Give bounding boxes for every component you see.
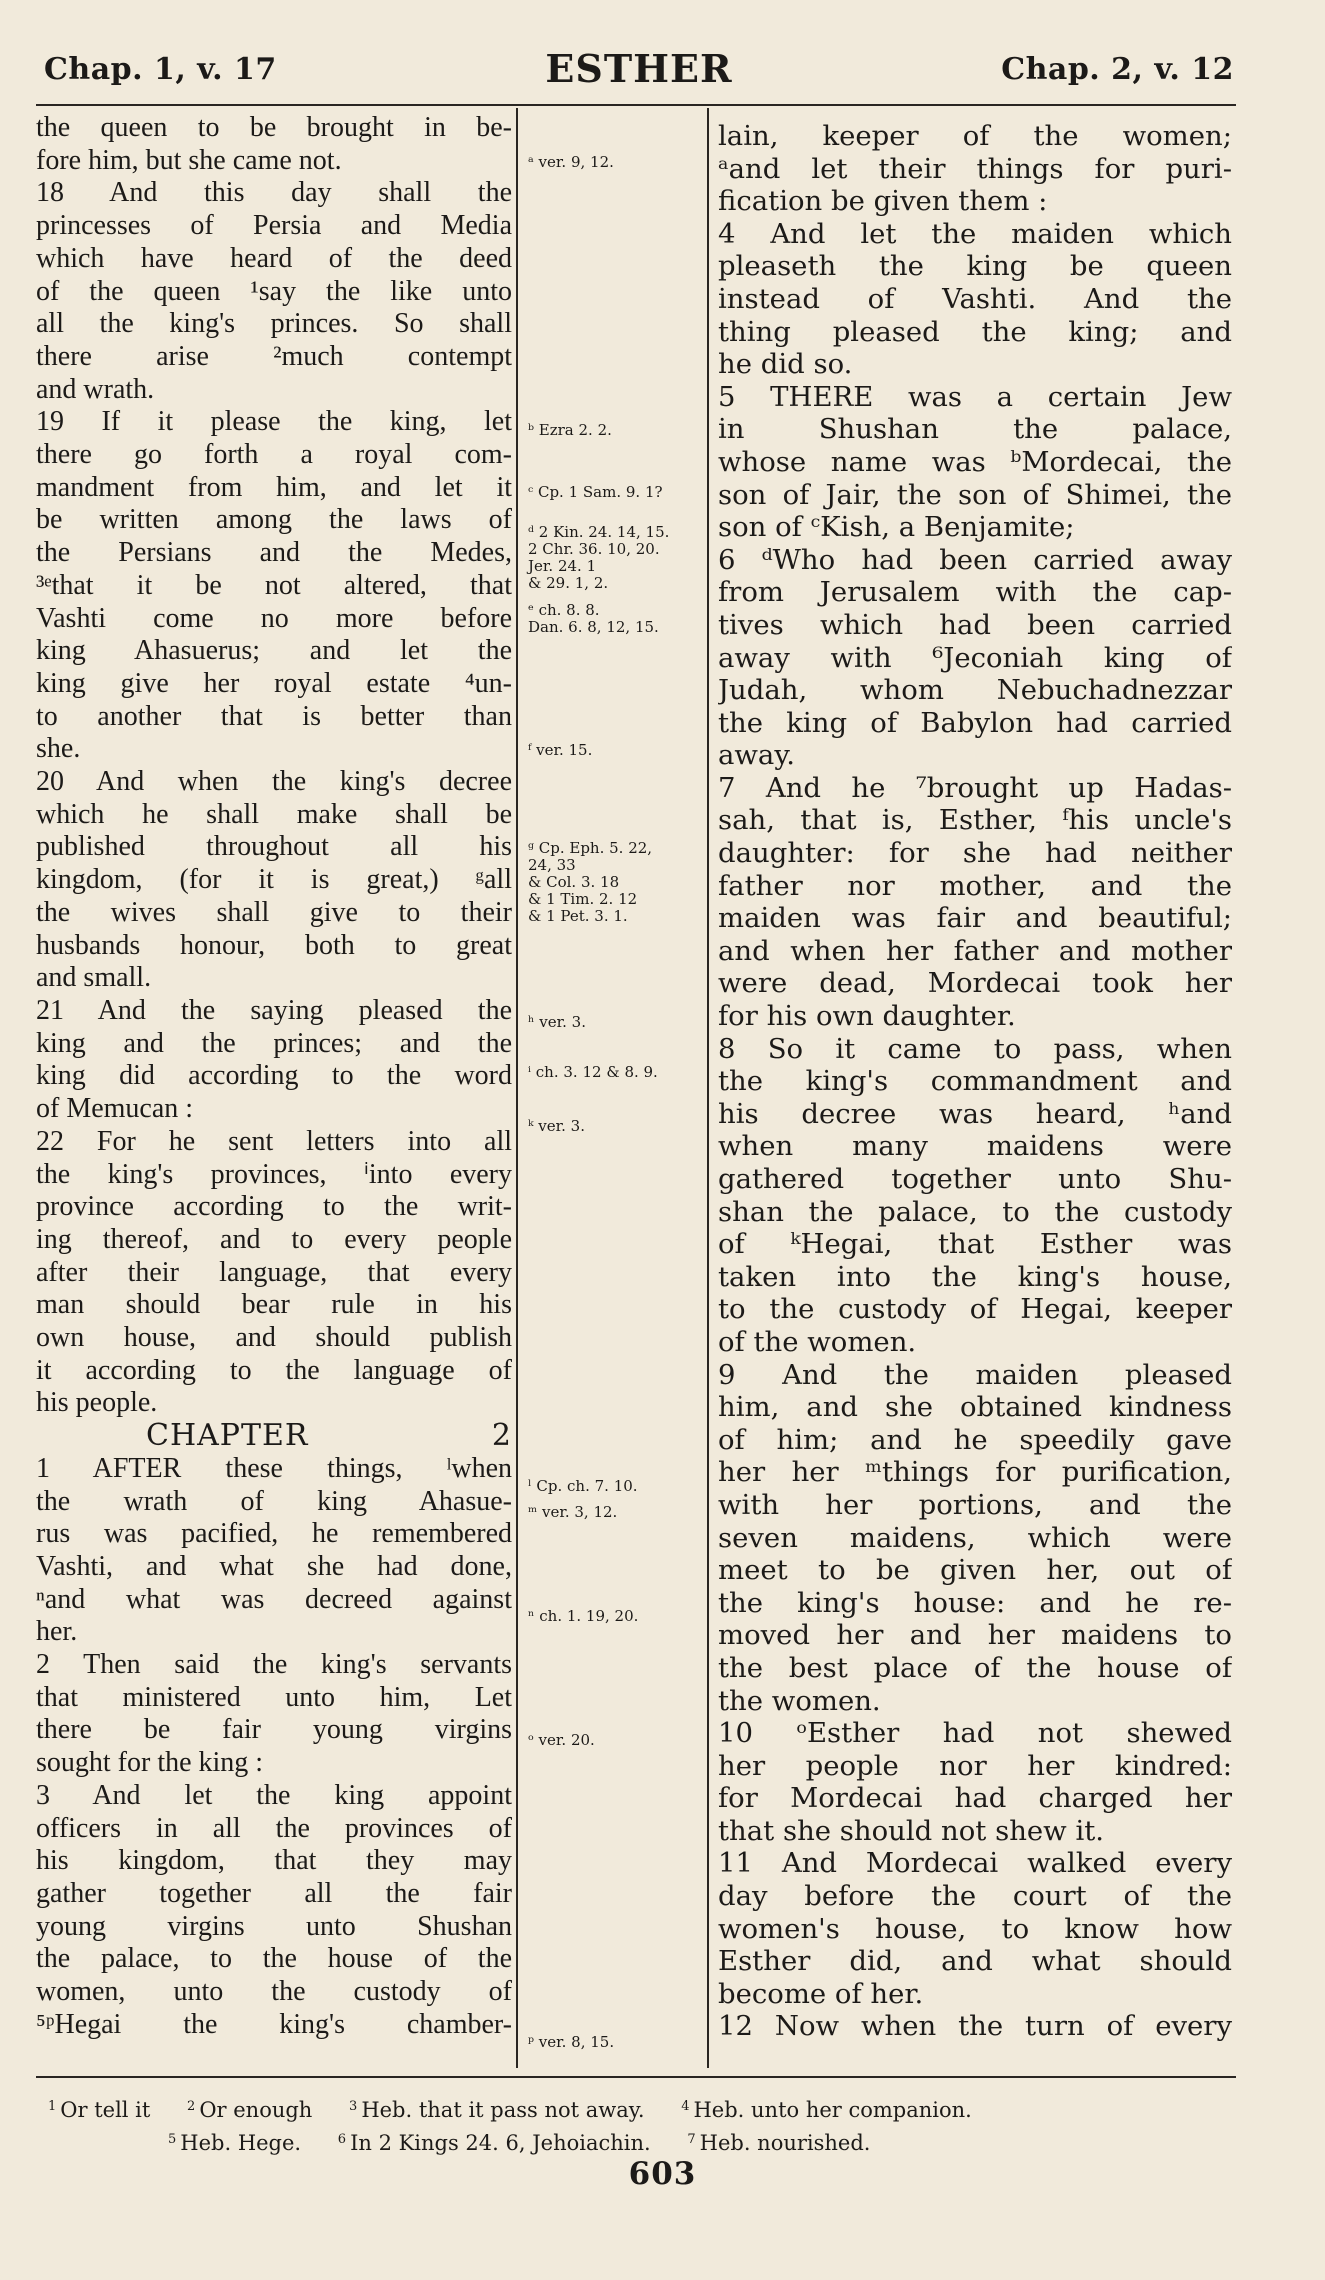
cross-reference: ᵖ ver. 8, 15.	[528, 2033, 615, 2051]
text-line: gathered together unto Shu-	[718, 1163, 1232, 1195]
text-line: when many maidens were	[718, 1130, 1232, 1163]
text-line: the king's provinces, ⁱinto every	[36, 1158, 512, 1190]
text-line: ⁵ᵖHegai the king's chamber-	[36, 2008, 512, 2040]
text-line: him, and she obtained kindness	[718, 1391, 1232, 1424]
cross-reference: ᵃ ver. 9, 12.	[528, 153, 614, 171]
text-line: away.	[718, 739, 795, 772]
text-line: and wrath.	[36, 373, 155, 405]
text-line: CHAPTER 2	[146, 1418, 512, 1454]
text-line: 9 And the maiden pleased	[718, 1358, 1232, 1391]
text-line: the wrath of king Ahasue-	[36, 1485, 512, 1517]
text-line: 2 Then said the king's servants	[36, 1649, 512, 1681]
text-line: the Persians and the Medes,	[36, 537, 512, 569]
text-line: young virgins unto Shushan	[36, 1910, 512, 1942]
footnote: $^1$ Or tell it	[48, 2098, 151, 2122]
text-line: son of Jair, the son of Shimei, the	[718, 478, 1232, 511]
text-line: moved her and her maidens to	[718, 1619, 1232, 1652]
footnote: $^5$ Heb. Hege.	[168, 2131, 302, 2155]
cross-reference: ᵐ ver. 3, 12.	[528, 1503, 618, 1521]
footnote: $^3$ Heb. that it pass not away.	[349, 2098, 645, 2122]
text-line: for Mordecai had charged her	[718, 1782, 1232, 1815]
text-line: Vashti, and what she had done,	[36, 1550, 512, 1582]
text-line: 21 And the saying pleased the	[36, 994, 512, 1026]
text-line: women's house, to know how	[718, 1912, 1232, 1945]
cross-reference: ⁱ ch. 3. 12 & 8. 9.	[528, 1063, 658, 1081]
text-line: 19 If it please the king, let	[36, 406, 512, 438]
text-line: 11 And Mordecai walked every	[718, 1847, 1232, 1880]
text-line: from Jerusalem with the cap-	[718, 576, 1232, 609]
text-line: Judah, whom Nebuchadnezzar	[718, 674, 1232, 707]
footnote: $^6$ In 2 Kings 24. 6, Jehoiachin.	[337, 2131, 651, 2155]
column-divider-right	[707, 108, 709, 2068]
text-line: she.	[36, 733, 81, 765]
text-line: there arise ²much contempt	[36, 340, 512, 372]
text-line: were dead, Mordecai took her	[718, 967, 1232, 1000]
cross-reference: ᵏ ver. 3.	[528, 1117, 585, 1135]
text-line: 8 So it came to pass, when	[718, 1032, 1232, 1065]
text-line: be written among the laws of	[36, 504, 512, 536]
column-divider-left	[516, 108, 518, 2068]
text-line: 1 AFTER these things, ˡwhen	[36, 1452, 512, 1484]
text-line: ³ᵉthat it be not altered, that	[36, 569, 512, 601]
header-rule	[36, 104, 1236, 106]
text-line: 7 And he ⁷brought up Hadas-	[718, 771, 1232, 804]
text-line: of Memucan :	[36, 1093, 194, 1125]
cross-reference: ᶜ Cp. 1 Sam. 9. 1?	[528, 483, 663, 501]
text-line: 5 THERE was a certain Jew	[718, 380, 1232, 413]
text-line: fore him, but she came not.	[36, 144, 342, 176]
text-line: day before the court of the	[718, 1880, 1232, 1913]
cross-reference: ᶠ ver. 15.	[528, 741, 593, 759]
cross-reference: ᵈ 2 Kin. 24. 14, 15. 2 Chr. 36. 10, 20. Jer. 24. 1 & 29. 1, 2.	[528, 523, 670, 592]
text-line: king Ahasuerus; and let the	[36, 635, 512, 667]
text-line: women, unto the custody of	[36, 1976, 512, 2008]
text-line: gather together all the fair	[36, 1877, 512, 1909]
text-line: in Shushan the palace,	[718, 413, 1232, 446]
text-line: shan the palace, to the custody	[718, 1195, 1232, 1228]
footnote: $^2$ Or enough	[187, 2098, 313, 2122]
text-line: man should bear rule in his	[36, 1289, 512, 1321]
text-line: all the king's princes. So shall	[36, 308, 512, 340]
footnote-row-2	[48, 2125, 1238, 2158]
text-line: officers in all the provinces of	[36, 1812, 512, 1844]
header-chapter-end: Chap. 2, v. 12	[1001, 52, 1234, 87]
text-line: with her portions, and the	[718, 1488, 1232, 1521]
text-line: the best place of the house of	[718, 1651, 1232, 1684]
text-line: 18 And this day shall the	[36, 177, 512, 209]
text-line: of ᵏHegai, that Esther was	[718, 1228, 1232, 1261]
text-line: which he shall make shall be	[36, 798, 512, 830]
text-line: 10 ᵒEsther had not shewed	[718, 1717, 1232, 1750]
footnote: $^7$ Heb. nourished.	[687, 2131, 871, 2155]
text-line: his decree was heard, ʰand	[718, 1097, 1232, 1130]
footnotes	[48, 2092, 1238, 2158]
text-line: her people nor her kindred:	[718, 1749, 1232, 1782]
text-line: 12 Now when the turn of every	[718, 2010, 1232, 2043]
text-line: of the women.	[718, 1325, 917, 1358]
text-line: 3 And let the king appoint	[36, 1779, 512, 1811]
text-line: he did so.	[718, 348, 853, 381]
text-line: of the queen ¹say the like unto	[36, 275, 512, 307]
text-line: the wives shall give to their	[36, 896, 512, 928]
text-line: become of her.	[718, 1977, 924, 2010]
text-line: 22 For he sent letters into all	[36, 1125, 512, 1157]
page-number: 603	[628, 2156, 697, 2192]
text-line: sah, that is, Esther, ᶠhis uncle's	[718, 804, 1232, 837]
text-line: the king's commandment and	[718, 1065, 1232, 1098]
text-line: king and the princes; and the	[36, 1027, 512, 1059]
text-line: whose name was ᵇMordecai, the	[718, 445, 1232, 478]
text-line: ⁿand what was decreed against	[36, 1583, 512, 1615]
right-text-column	[718, 120, 1232, 2060]
text-line: king did according to the word	[36, 1060, 512, 1092]
text-line: of him; and he speedily gave	[718, 1423, 1232, 1456]
text-line: lain, keeper of the women;	[718, 120, 1232, 152]
text-line: which have heard of the deed	[36, 242, 512, 274]
cross-reference: ᵇ Ezra 2. 2.	[528, 421, 612, 439]
text-line: taken into the king's house,	[718, 1260, 1232, 1293]
text-line: 4 And let the maiden which	[718, 217, 1232, 250]
cross-reference: ˡ Cp. ch. 7. 10.	[528, 1477, 638, 1495]
text-line: the king of Babylon had carried	[718, 706, 1232, 739]
text-line: kingdom, (for it is great,) ᵍall	[36, 864, 512, 896]
text-line: rus was pacified, he remembered	[36, 1518, 512, 1550]
text-line: father nor mother, and the	[718, 869, 1232, 902]
text-line: away with ⁶Jeconiah king of	[718, 641, 1232, 674]
footnote: $^4$ Heb. unto her companion.	[681, 2098, 972, 2122]
text-line: husbands honour, both to great	[36, 929, 512, 961]
cross-reference-column	[528, 120, 700, 2070]
text-line: own house, and should publish	[36, 1322, 512, 1354]
text-line: and small.	[36, 962, 152, 994]
book-title: ESTHER	[545, 46, 733, 91]
text-line: to the custody of Hegai, keeper	[718, 1293, 1232, 1326]
text-line: king give her royal estate ⁴un-	[36, 667, 512, 699]
text-line: maiden was fair and beautiful;	[718, 902, 1232, 935]
text-line: seven maidens, which were	[718, 1521, 1232, 1554]
text-line: pleaseth the king be queen	[718, 250, 1232, 283]
text-line: there be fair young virgins	[36, 1714, 512, 1746]
text-line: for his own daughter.	[718, 1000, 1016, 1033]
cross-reference: ʰ ver. 3.	[528, 1013, 586, 1031]
text-line: the queen to be brought in be-	[36, 112, 512, 143]
text-line: meet to be given her, out of	[718, 1554, 1232, 1587]
text-line: published throughout all his	[36, 831, 512, 863]
text-line: that ministered unto him, Let	[36, 1681, 512, 1713]
text-line: daughter: for she had neither	[718, 837, 1232, 870]
text-line: 20 And when the king's decree	[36, 766, 512, 798]
text-line: the palace, to the house of the	[36, 1943, 512, 1975]
cross-reference: ᵒ ver. 20.	[528, 1731, 595, 1749]
cross-reference: ⁿ ch. 1. 19, 20.	[528, 1607, 639, 1625]
text-line: her.	[36, 1616, 78, 1648]
text-line: it according to the language of	[36, 1354, 512, 1386]
running-header	[44, 44, 1234, 98]
cross-reference: ᵉ ch. 8. 8. Dan. 6. 8, 12, 15.	[528, 601, 659, 636]
text-line: Vashti come no more before	[36, 602, 512, 634]
text-line: ᵃand let their things for puri-	[718, 152, 1232, 185]
text-line: mandment from him, and let it	[36, 471, 512, 503]
text-line: ing thereof, and to every people	[36, 1223, 512, 1255]
text-line: Esther did, and what should	[718, 1945, 1232, 1978]
footer-rule	[36, 2076, 1236, 2078]
text-line: and when her father and mother	[718, 934, 1232, 967]
header-chapter-start: Chap. 1, v. 17	[44, 52, 277, 87]
text-line: province according to the writ-	[36, 1191, 512, 1223]
text-line: the king's house: and he re-	[718, 1586, 1232, 1619]
text-line: tives which had been carried	[718, 608, 1232, 641]
text-line: his people.	[36, 1387, 158, 1419]
text-line: that she should not shew it.	[718, 1814, 1105, 1847]
text-line: fication be given them :	[718, 185, 1048, 218]
cross-reference: ᵍ Cp. Eph. 5. 22, 24, 33 & Col. 3. 18 & 1 Tim. 2. 12 & 1 Pet. 3. 1.	[528, 839, 653, 925]
text-line: instead of Vashti. And the	[718, 282, 1232, 315]
text-line: the women.	[718, 1684, 881, 1717]
text-line: his kingdom, that they may	[36, 1845, 512, 1877]
text-line: her her ᵐthings for purification,	[718, 1456, 1232, 1489]
text-line: there go forth a royal com-	[36, 439, 512, 471]
left-text-column	[36, 112, 512, 2062]
text-line: thing pleased the king; and	[718, 315, 1232, 348]
text-line: after their language, that every	[36, 1256, 512, 1288]
text-line: son of ᶜKish, a Benjamite;	[718, 511, 1075, 544]
text-line: 6 ᵈWho had been carried away	[718, 543, 1232, 576]
text-line: sought for the king :	[36, 1747, 264, 1779]
footnote-row-1	[48, 2092, 1238, 2125]
text-line: to another that is better than	[36, 700, 512, 732]
text-line: princesses of Persia and Media	[36, 210, 512, 242]
